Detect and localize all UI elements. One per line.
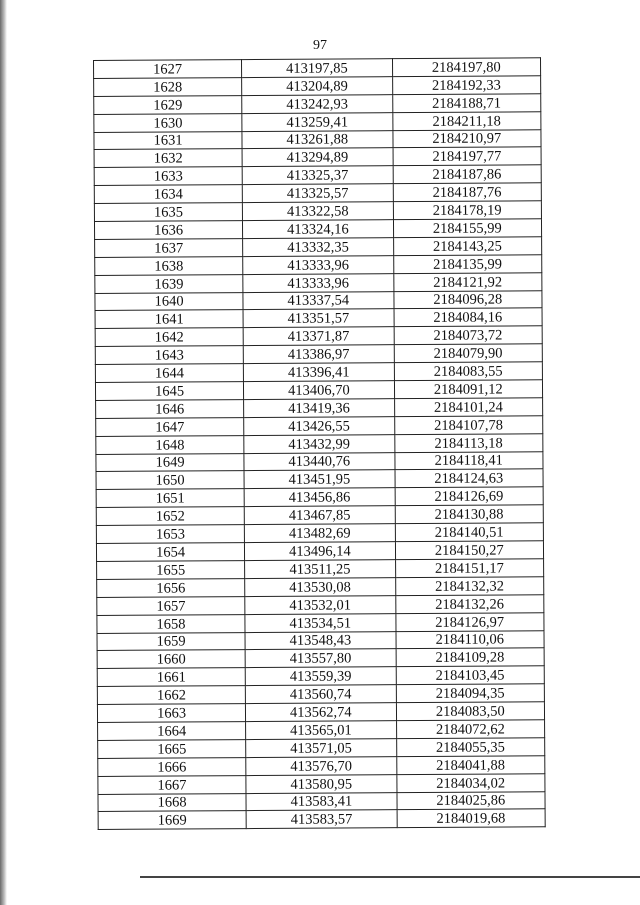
x-coordinate-cell: 413294,89 [242,148,392,167]
point-number-cell: 1629 [94,95,242,114]
x-coordinate-cell: 413396,41 [244,363,394,382]
x-coordinate-cell: 413576,70 [246,756,396,775]
x-coordinate-cell: 413467,85 [244,506,394,525]
point-number-cell: 1667 [98,775,246,794]
y-coordinate-cell: 2184110,06 [396,630,545,649]
y-coordinate-cell: 2184091,12 [394,380,543,399]
x-coordinate-cell: 413451,95 [244,470,394,489]
y-coordinate-cell: 2184025,86 [397,791,546,810]
y-coordinate-cell: 2184084,16 [394,308,543,327]
y-coordinate-cell: 2184101,24 [394,398,543,417]
x-coordinate-cell: 413204,89 [242,77,392,96]
point-number-cell: 1660 [97,650,245,669]
table-row [96,433,543,454]
point-number-cell: 1669 [98,811,246,830]
x-coordinate-cell: 413565,01 [246,721,396,740]
point-number-cell: 1657 [97,596,245,615]
x-coordinate-cell: 413325,57 [242,184,392,203]
y-coordinate-cell: 2184113,18 [394,433,543,452]
x-coordinate-cell: 413337,54 [243,291,393,310]
point-number-cell: 1655 [97,561,245,580]
table-row [97,577,544,598]
x-coordinate-cell: 413332,35 [243,238,393,257]
table-row [97,684,544,705]
y-coordinate-cell: 2184130,88 [395,505,544,524]
x-coordinate-cell: 413534,51 [245,613,395,632]
y-coordinate-cell: 2184132,26 [395,594,544,613]
y-coordinate-cell: 2184151,17 [395,559,544,578]
x-coordinate-cell: 413324,16 [243,220,393,239]
point-number-cell: 1631 [94,131,242,150]
table-row [95,237,542,258]
x-coordinate-cell: 413406,70 [244,381,394,400]
table-row [94,129,541,150]
table-row [95,344,542,365]
point-number-cell: 1668 [98,793,246,812]
point-number-cell: 1654 [96,543,244,562]
point-number-cell: 1647 [96,417,244,436]
table-row [96,523,543,544]
y-coordinate-cell: 2184083,50 [396,702,545,721]
y-coordinate-cell: 2184118,41 [394,451,543,470]
y-coordinate-cell: 2184055,35 [396,738,545,757]
y-coordinate-cell: 2184096,28 [393,290,542,309]
x-coordinate-cell: 413325,37 [242,166,392,185]
table-row [94,183,541,204]
point-number-cell: 1651 [96,489,244,508]
point-number-cell: 1630 [94,113,242,132]
point-number-cell: 1665 [98,739,246,758]
table-row [97,702,544,723]
y-coordinate-cell: 2184132,32 [395,577,544,596]
x-coordinate-cell: 413583,41 [246,792,396,811]
y-coordinate-cell: 2184188,71 [392,94,541,113]
x-coordinate-cell: 413386,97 [243,345,393,364]
point-number-cell: 1662 [97,686,245,705]
x-coordinate-cell: 413557,80 [245,649,395,668]
y-coordinate-cell: 2184143,25 [393,237,542,256]
table-row [94,165,541,186]
y-coordinate-cell: 2184178,19 [393,201,542,220]
point-number-cell: 1664 [98,722,246,741]
x-coordinate-cell: 413482,69 [244,524,394,543]
y-coordinate-cell: 2184187,86 [393,165,542,184]
y-coordinate-cell: 2184121,92 [393,272,542,291]
x-coordinate-cell: 413197,85 [242,59,392,78]
table-row [96,451,543,472]
x-coordinate-cell: 413580,95 [246,774,396,793]
scan-edge-bottom [140,876,640,878]
x-coordinate-cell: 413426,55 [244,416,394,435]
x-coordinate-cell: 413322,58 [243,202,393,221]
point-number-cell: 1633 [94,167,242,186]
table-row [95,290,542,311]
point-number-cell: 1649 [96,453,244,472]
point-number-cell: 1638 [95,256,243,275]
point-number-cell: 1653 [96,525,244,544]
y-coordinate-cell: 2184109,28 [396,648,545,667]
y-coordinate-cell: 2184210,97 [392,129,541,148]
y-coordinate-cell: 2184094,35 [396,684,545,703]
y-coordinate-cell: 2184126,69 [395,487,544,506]
x-coordinate-cell: 413583,57 [246,810,396,829]
table-row [94,76,541,97]
y-coordinate-cell: 2184107,78 [394,416,543,435]
table-row [94,58,541,79]
table-row [98,773,545,794]
y-coordinate-cell: 2184103,45 [396,666,545,685]
point-number-cell: 1658 [97,614,245,633]
x-coordinate-cell: 413511,25 [245,560,395,579]
point-number-cell: 1661 [97,668,245,687]
y-coordinate-cell: 2184034,02 [396,773,545,792]
coordinates-table-body [94,58,546,830]
y-coordinate-cell: 2184211,18 [392,111,541,130]
point-number-cell: 1648 [96,435,244,454]
x-coordinate-cell: 413571,05 [246,739,396,758]
table-row [98,720,545,741]
table-row [96,416,543,437]
table-row [97,559,544,580]
point-number-cell: 1645 [95,382,243,401]
x-coordinate-cell: 413496,14 [245,542,395,561]
x-coordinate-cell: 413259,41 [242,112,392,131]
point-number-cell: 1656 [97,578,245,597]
x-coordinate-cell: 413351,57 [243,309,393,328]
point-number-cell: 1627 [94,60,242,79]
table-row [96,505,543,526]
y-coordinate-cell: 2184155,99 [393,219,542,238]
x-coordinate-cell: 413440,76 [244,452,394,471]
point-number-cell: 1646 [96,400,244,419]
table-row [96,541,543,562]
y-coordinate-cell: 2184187,76 [393,183,542,202]
table-row [95,380,542,401]
table-row [95,255,542,276]
x-coordinate-cell: 413530,08 [245,577,395,596]
x-coordinate-cell: 413532,01 [245,595,395,614]
x-coordinate-cell: 413261,88 [242,130,392,149]
table-row [94,147,541,168]
x-coordinate-cell: 413560,74 [245,685,395,704]
table-row [95,308,542,329]
scan-shadow-left [0,0,7,905]
x-coordinate-cell: 413242,93 [242,94,392,113]
point-number-cell: 1644 [95,364,243,383]
table-row [96,469,543,490]
point-number-cell: 1652 [96,507,244,526]
y-coordinate-cell: 2184072,62 [396,720,545,739]
point-number-cell: 1637 [95,238,243,257]
table-row [96,398,543,419]
point-number-cell: 1659 [97,632,245,651]
table-row [98,738,545,759]
table-row [95,362,542,383]
table-row [98,809,545,830]
point-number-cell: 1650 [96,471,244,490]
table-row [97,612,544,633]
table-row [96,487,543,508]
table-row [97,594,544,615]
point-number-cell: 1642 [95,328,243,347]
x-coordinate-cell: 413371,87 [243,327,393,346]
table-row [95,272,542,293]
y-coordinate-cell: 2184083,55 [394,362,543,381]
table-row [97,666,544,687]
y-coordinate-cell: 2184192,33 [392,76,541,95]
page-number: 97 [313,38,327,53]
table-row [94,201,541,222]
table-row [97,648,544,669]
table-row [95,326,542,347]
point-number-cell: 1640 [95,292,243,311]
x-coordinate-cell: 413333,96 [243,273,393,292]
y-coordinate-cell: 2184126,97 [395,612,544,631]
x-coordinate-cell: 413548,43 [245,631,395,650]
y-coordinate-cell: 2184135,99 [393,255,542,274]
y-coordinate-cell: 2184041,88 [396,755,545,774]
x-coordinate-cell: 413432,99 [244,434,394,453]
y-coordinate-cell: 2184073,72 [394,326,543,345]
point-number-cell: 1666 [98,757,246,776]
y-coordinate-cell: 2184124,63 [395,469,544,488]
point-number-cell: 1639 [95,274,243,293]
x-coordinate-cell: 413562,74 [246,703,396,722]
point-number-cell: 1634 [94,185,242,204]
x-coordinate-cell: 413333,96 [243,255,393,274]
y-coordinate-cell: 2184140,51 [395,523,544,542]
y-coordinate-cell: 2184197,77 [393,147,542,166]
point-number-cell: 1641 [95,310,243,329]
y-coordinate-cell: 2184079,90 [394,344,543,363]
table-row [98,791,545,812]
point-number-cell: 1663 [97,704,245,723]
point-number-cell: 1635 [94,203,242,222]
point-number-cell: 1643 [95,346,243,365]
table-row [94,94,541,115]
point-number-cell: 1628 [94,77,242,96]
x-coordinate-cell: 413559,39 [245,667,395,686]
coordinates-table [93,57,546,830]
table-row [97,630,544,651]
y-coordinate-cell: 2184150,27 [395,541,544,560]
table-row [94,219,541,240]
x-coordinate-cell: 413419,36 [244,399,394,418]
y-coordinate-cell: 2184019,68 [397,809,546,828]
point-number-cell: 1632 [94,149,242,168]
point-number-cell: 1636 [94,221,242,240]
x-coordinate-cell: 413456,86 [244,488,394,507]
table-row [98,755,545,776]
y-coordinate-cell: 2184197,80 [392,58,541,77]
table-row [94,111,541,132]
